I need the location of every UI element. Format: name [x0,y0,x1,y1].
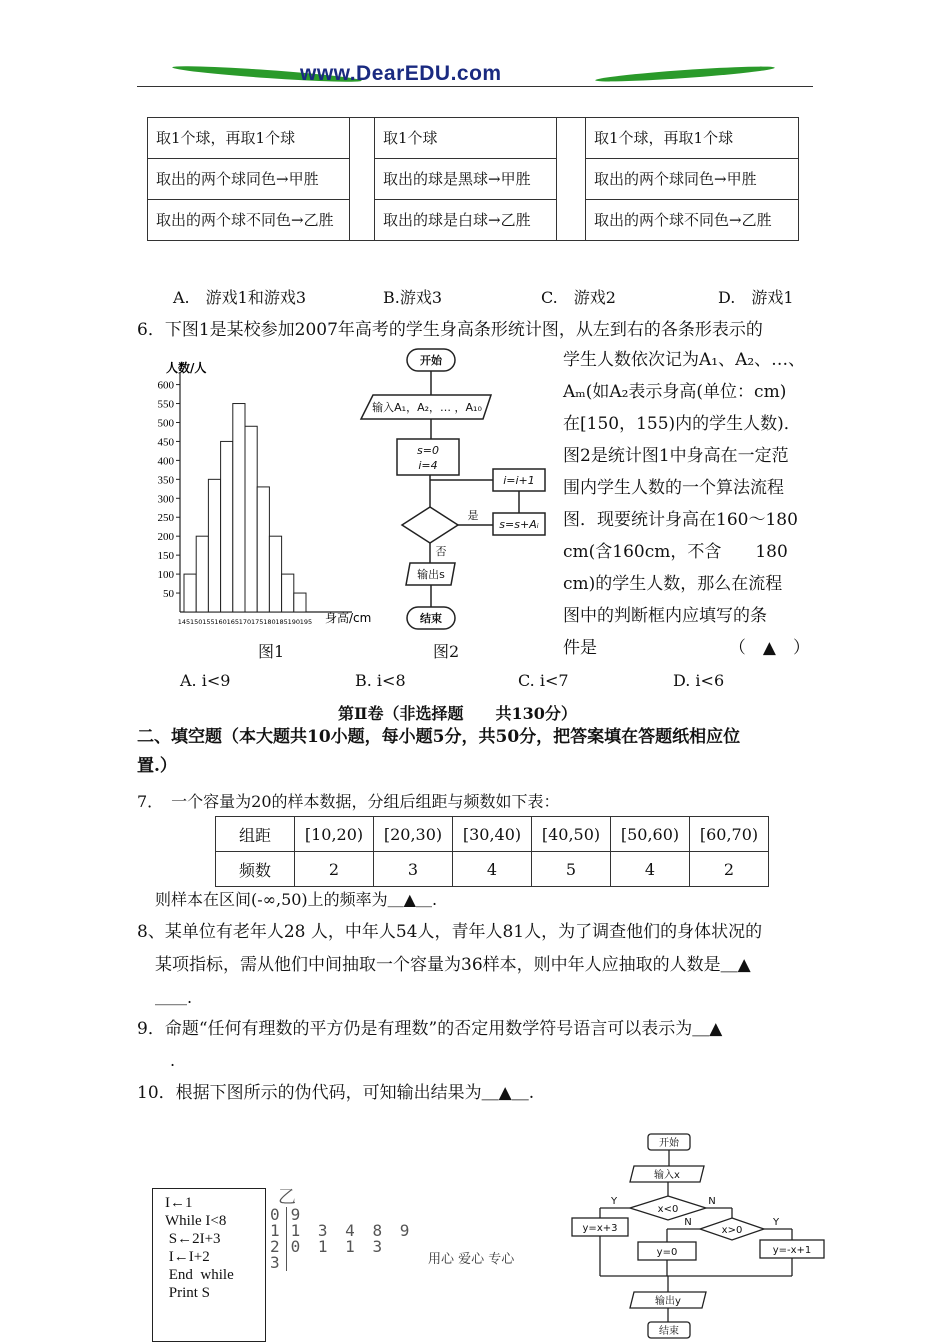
fig2-label: 图2 [433,642,460,661]
table-header: 频数 [216,852,295,887]
fc2-yes: 是 [467,509,479,522]
q7-followup: 则样本在区间(-∞,50)上的频率为＿▲＿. [155,890,438,909]
q6-side-line: 图2是统计图1中身高在一定范 [563,446,789,466]
hist-y-tick-label: 450 [157,436,174,449]
leaves [286,1255,291,1271]
table-gap [557,159,586,200]
hist-plot [158,372,353,626]
header-brush-right [595,64,775,85]
q6-side-line: 图．现要统计身高在160～180 [563,510,798,530]
fc3-no-1: N [708,1196,716,1207]
hist-x-tick-label: 145 [177,618,191,626]
q6-side-line: 图中的判断框内应填写的条 [563,606,767,626]
fc2-sum: s=s+Aᵢ [499,518,539,531]
table-cell: [10,20) [295,817,374,852]
table-cell: 5 [532,852,611,887]
stem: 0 [270,1205,280,1224]
q7-freq-table [215,816,769,887]
fc2-init-s: s=0 [417,444,439,457]
section2-heading-1: 二、填空题（本大题共10小题，每小题5分，共50分，把答案填在答题纸相应位 [137,727,741,747]
hist-x-tick-label: 180 [263,618,276,626]
table-gap [350,118,375,159]
leaves: 0 1 1 3 [286,1239,386,1255]
table-gap [350,200,375,241]
hist-x-tick-label: 190 [287,618,301,626]
pseudocode-box [152,1188,266,1342]
q6-option-b: B. i<8 [355,671,406,690]
stem: 3 [270,1253,280,1272]
hist-x-tick-label: 195 [299,618,313,626]
code-line: I←I+2 [165,1249,210,1265]
table-cell: 取出的球是白球→乙胜 [375,200,557,241]
code-line: While I<8 [165,1213,227,1229]
table-row [216,852,769,887]
table-header: 组距 [216,817,295,852]
hist-x-tick-label: 155 [202,618,215,626]
leaves: 9 [286,1207,305,1223]
header-rule [137,86,813,87]
code-line: I←1 [165,1195,193,1211]
fc2-output: 输出s [417,568,445,581]
q8-line1: 8、某单位有老年人28 人，中年人54人，青年人81人，为了调查他们的身体状况的 [137,922,763,942]
hist-bar [184,574,196,612]
table-cell: 取1个球 [375,118,557,159]
hist-bar [294,593,306,612]
hist-y-tick-label: 500 [157,417,174,430]
q6-last-text: 件是 [563,638,597,658]
q5-option-a: A. 游戏1和游戏3 [173,288,307,307]
q6-last-line [563,632,818,664]
code-line: End while [165,1267,234,1283]
q6-side-line: 在[150，155)内的学生人数)． [563,414,801,434]
stem-leaf-label: 乙 [278,1187,296,1208]
hist-bar [269,536,281,612]
q6-option-a: A. i<9 [180,671,231,690]
fc2-no: 否 [435,545,447,558]
stem: 2 [270,1237,280,1256]
table-cell: 取出的球是黑球→甲胜 [375,159,557,200]
fc3-no-2: N [684,1217,692,1228]
q9-line2: . [170,1051,176,1070]
table-cell: 取出的两个球不同色→乙胜 [148,200,350,241]
fc2-end: 结束 [420,612,442,625]
q6-side-line: cm)的学生人数，那么在流程 [563,574,783,594]
hist-x-tick-label: 160 [214,618,227,626]
table-cell: 取出的两个球同色→甲胜 [148,159,350,200]
code-line: S←2I+3 [165,1231,221,1247]
section2-title: 第Ⅱ卷（非选择题 共130分） [338,704,577,723]
code-line: Print S [165,1285,211,1301]
games-table [147,117,799,241]
table-gap [557,200,586,241]
fc3-b2: y=0 [656,1247,678,1258]
table-cell: 取1个球，再取1个球 [148,118,350,159]
stem-leaf-row [270,1239,413,1255]
hist-bar [196,536,208,612]
hist-bar [257,487,269,612]
hist-y-tick-label: 100 [157,569,174,582]
table-gap [557,118,586,159]
hist-y-tick-label: 200 [157,531,174,544]
fc2-input: 输入A₁，A₂，… ，A₁₀ [372,401,482,414]
table-cell: [40,50) [532,817,611,852]
hist-x-tick-label: 150 [189,618,203,626]
table-cell: [30,40) [453,817,532,852]
table-row [148,200,799,241]
fc3-output: 输出y [655,1296,681,1307]
fc2-decision-shape [402,507,458,543]
fc3-b3: y=-x+1 [772,1245,812,1256]
fig1-label: 图1 [258,642,285,661]
table-row [148,159,799,200]
hist-xlabel: 身高/cm [325,611,372,625]
hist-bar [221,441,233,612]
table-cell: [20,30) [374,817,453,852]
q6-option-c: C. i<7 [518,671,569,690]
fc3-yes-1: Y [610,1196,618,1207]
table-cell: 4 [611,852,690,887]
q9-line1: 9．命题“任何有理数的平方仍是有理数”的否定用数学符号语言可以表示为＿▲ [137,1019,723,1039]
footer-text: 用心 爱心 专心 [428,1252,515,1267]
q6-side-line: 学生人数依次记为A₁、A₂、…、 [563,350,806,370]
q8-line2: 某项指标，需从他们中间抽取一个容量为36样本，则中年人应抽取的人数是＿▲ [155,955,751,975]
table-cell: 取出的两个球同色→甲胜 [586,159,799,200]
stem-leaf-row [270,1255,413,1271]
site-logo: www.DearEDU.com [300,62,502,85]
q6-side-line: 围内学生人数的一个算法流程 [563,478,784,498]
q10-text: 10．根据下图所示的伪代码，可知输出结果为＿▲＿. [137,1083,535,1103]
hist-x-tick-label: 165 [226,618,240,626]
table-row [216,817,769,852]
hist-bar [282,574,294,612]
q6-answer-mark: （ ▲ ） [728,638,810,658]
table-cell: 取出的两个球不同色→乙胜 [586,200,799,241]
table-cell: 4 [453,852,532,887]
q7-text: 7． 一个容量为20的样本数据，分组后组距与频数如下表： [137,792,560,811]
hist-ylabel: 人数/人 [166,361,207,375]
hist-bar [208,479,220,612]
hist-y-tick-label: 350 [157,474,174,487]
hist-y-tick-label: 400 [157,455,174,468]
section2-heading-2: 置.） [137,756,177,776]
flowchart-2 [355,347,555,632]
table-cell: 2 [295,852,374,887]
table-cell: [50,60) [611,817,690,852]
hist-y-tick-label: 600 [157,379,174,392]
q6-side-line: Aₘ(如A₂表示身高(单位：cm) [563,382,787,402]
q6-side-text [563,344,818,664]
hist-y-tick-label: 300 [157,493,174,506]
stem-leaf-plot [270,1207,413,1271]
fc3-cond1: x<0 [657,1204,679,1215]
fc3-yes-2: Y [772,1217,780,1228]
table-cell: [60,70) [690,817,769,852]
hist-bar [233,404,245,612]
hist-x-tick-label: 170 [238,618,252,626]
q5-option-b: B.游戏3 [383,288,443,307]
table-row [148,118,799,159]
q5-option-c: C. 游戏2 [541,288,616,307]
table-cell: 3 [374,852,453,887]
fc3-cond2: x>0 [721,1225,743,1236]
stem: 1 [270,1221,280,1240]
q6-side-line: cm(含160cm，不含 180 [563,542,788,562]
q5-option-d: D. 游戏1 [718,288,794,307]
fc3-end: 结束 [659,1326,679,1337]
leaves: 1 3 4 8 9 [286,1223,414,1239]
table-gap [350,159,375,200]
table-cell: 取1个球，再取1个球 [586,118,799,159]
fc2-init-i: i=4 [418,459,438,472]
hist-x-tick-label: 175 [250,618,264,626]
flowchart-3 [562,1130,832,1342]
hist-y-tick-label: 50 [163,588,174,601]
q8-line3: ＿＿. [155,988,193,1007]
hist-y-tick-label: 150 [157,550,174,563]
fc3-b1: y=x+3 [582,1223,618,1234]
q6-option-d: D. i<6 [673,671,725,690]
fc2-start: 开始 [420,354,442,367]
table-cell: 2 [690,852,769,887]
hist-y-tick-label: 550 [157,398,174,411]
hist-bar [245,426,257,612]
hist-x-tick-label: 185 [275,618,288,626]
fc3-start: 开始 [659,1138,679,1149]
hist-y-tick-label: 250 [157,512,174,525]
fc2-incr: i=i+1 [503,474,535,487]
q6-text-line1: 6．下图1是某校参加2007年高考的学生身高条形统计图，从左到右的各条形表示的 [137,320,763,340]
fc3-input: 输入x [654,1170,680,1181]
